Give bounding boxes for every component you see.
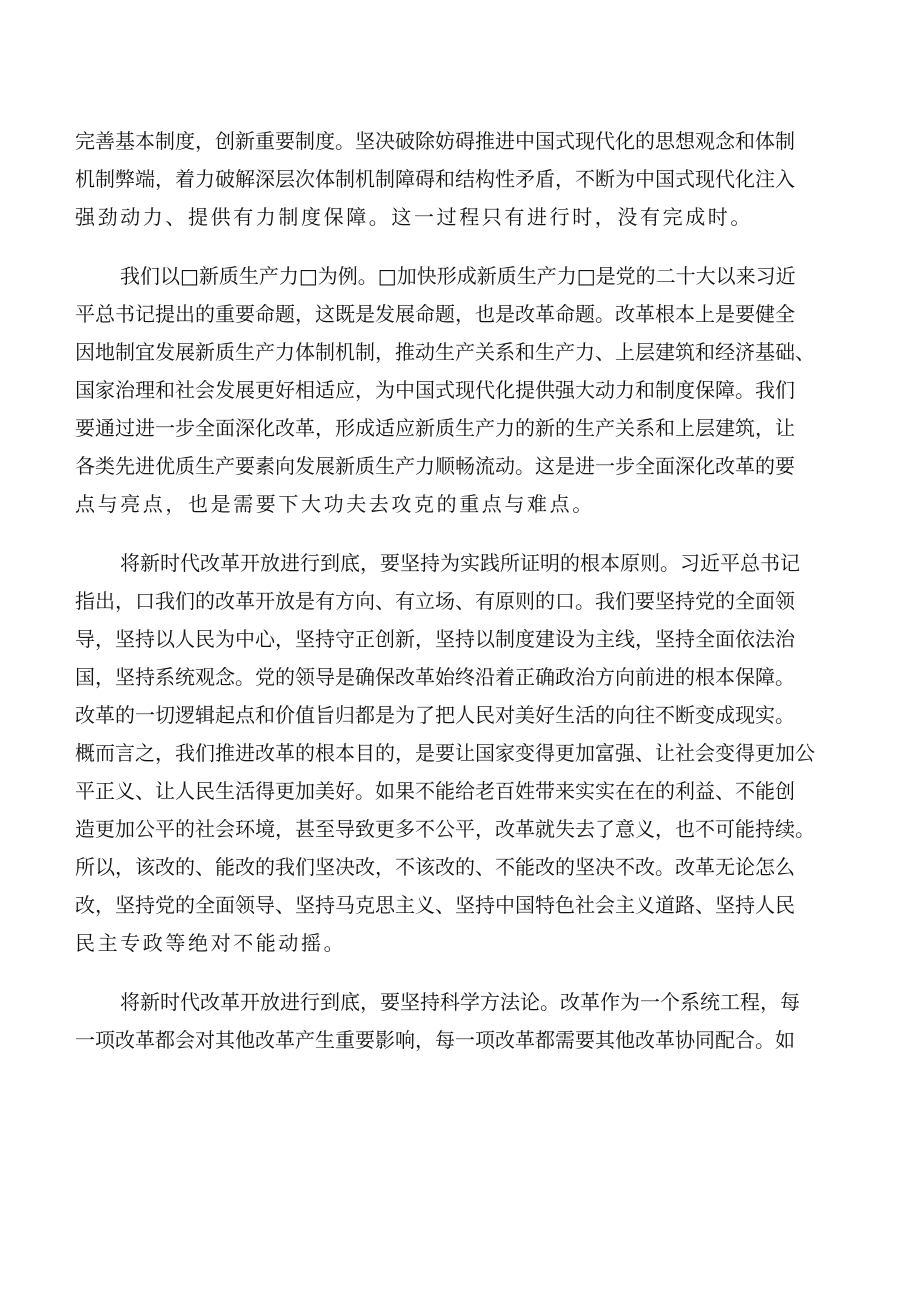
document-body [75,122,855,1080]
text-line: 导，坚持以人民为中心，坚持守正创新，坚持以制度建设为主线，坚持全面依法治 [75,627,795,651]
text-line: 国，坚持系统观念。党的领导是确保改革始终沿着正确政治方向前进的根本保障。 [75,665,795,689]
text-line: 国家治理和社会发展更好相适应，为中国式现代化提供强大动力和制度保障。我们 [75,378,795,402]
text-line: 要通过进一步全面深化改革，形成适应新质生产力的新的生产关系和上层建筑，让 [75,416,795,440]
text-line: 机制弊端，着力破解深层次体制机制障碍和结构性矛盾，不断为中国式现代化注入 [75,167,795,191]
text-line: 完善基本制度，创新重要制度。坚决破除妨碍推进中国式现代化的思想观念和体制 [75,129,795,153]
text-line: 改革的一切逻辑起点和价值旨归都是为了把人民对美好生活的向往不断变成现实。 [75,703,795,727]
text-line: 点与亮点，也是需要下大功夫去攻克的重点与难点。 [75,492,595,516]
text-line: 一项改革都会对其他改革产生重要影响，每一项改革都需要其他改革协同配合。如 [75,1028,795,1052]
text-line: 平总书记提出的重要命题，这既是发展命题，也是改革命题。改革根本上是要健全 [75,302,795,326]
text-line: 改，坚持党的全面领导、坚持马克思主义、坚持中国特色社会主义道路、坚持人民 [75,893,795,917]
paragraph [75,257,855,523]
text-line: 概而言之，我们推进改革的根本目的，是要让国家变得更加富强、让社会变得更加公 [75,741,815,765]
paragraph [75,544,855,962]
text-line: 平正义、让人民生活得更加美好。如果不能给老百姓带来实实在在的利益、不能创 [75,779,795,803]
paragraph [75,983,855,1059]
text-line: 民主专政等绝对不能动摇。 [75,931,347,955]
paragraph [75,122,855,236]
text-line: 因地制宜发展新质生产力体制机制，推动生产关系和生产力、上层建筑和经济基础、 [75,340,815,364]
text-line: 强劲动力、提供有力制度保障。这一过程只有进行时，没有完成时。 [75,205,753,229]
text-line: 将新时代改革开放进行到底，要坚持科学方法论。改革作为一个系统工程，每 [120,990,800,1014]
text-line: 造更加公平的社会环境，甚至导致更多不公平，改革就失去了意义，也不可能持续。 [75,817,815,841]
text-line: 各类先进优质生产要素向发展新质生产力顺畅流动。这是进一步全面深化改革的要 [75,454,795,478]
text-line: 将新时代改革开放进行到底，要坚持为实践所证明的根本原则。习近平总书记 [120,551,800,575]
text-line: 所以，该改的、能改的我们坚决改，不该改的、不能改的坚决不改。改革无论怎么 [75,855,795,879]
text-line: 指出，口我们的改革开放是有方向、有立场、有原则的口。我们要坚持党的全面领 [75,589,795,613]
text-line: 我们以□新质生产力□为例。□加快形成新质生产力□是党的二十大以来习近 [120,264,796,288]
